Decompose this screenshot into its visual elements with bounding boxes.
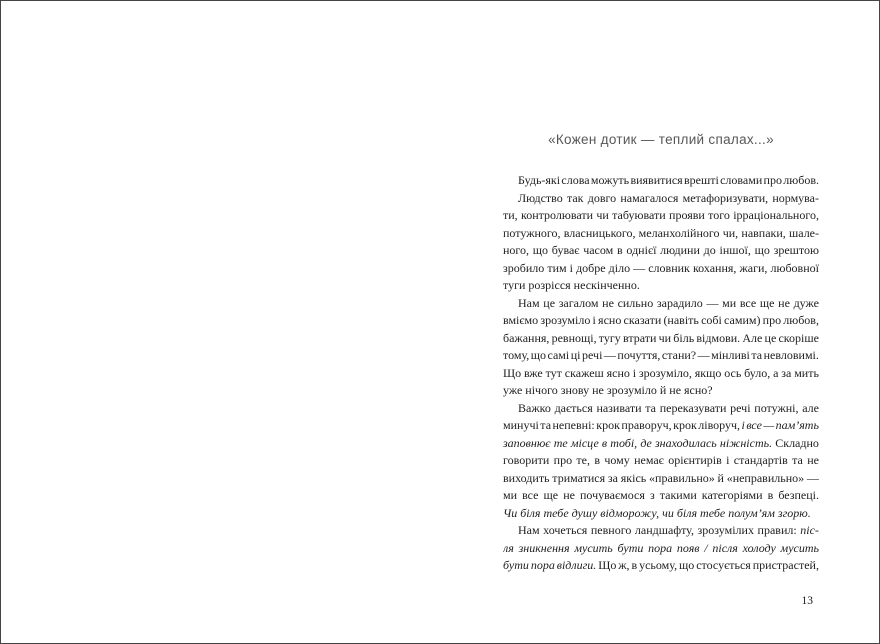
word: все bbox=[739, 295, 757, 310]
word: того bbox=[708, 208, 730, 222]
word: нормува- bbox=[772, 190, 819, 205]
text-run: уже нічого знову не зрозуміло й не ясно? bbox=[503, 383, 713, 397]
word: зрозумілих bbox=[697, 523, 754, 537]
word: тугу bbox=[598, 330, 621, 345]
word: почуття, bbox=[617, 348, 661, 362]
paragraph bbox=[503, 522, 819, 575]
text-line bbox=[503, 452, 819, 470]
word: в bbox=[767, 488, 774, 502]
word: певного bbox=[590, 523, 632, 537]
word: не bbox=[563, 488, 575, 502]
word: ясно bbox=[606, 365, 630, 380]
word: зробило bbox=[503, 260, 545, 275]
text-run: туги розрісся нескінченно. bbox=[503, 278, 640, 292]
word: іншої, bbox=[719, 243, 751, 257]
word: пам’ять bbox=[775, 418, 819, 432]
word: й bbox=[717, 470, 724, 485]
text-line bbox=[503, 557, 819, 575]
word: за bbox=[781, 365, 792, 380]
word: зрозуміло, bbox=[638, 365, 692, 380]
word: відмови. bbox=[696, 330, 741, 345]
word: довго bbox=[587, 190, 617, 205]
word: тобі, bbox=[610, 435, 638, 450]
word: контролювати bbox=[521, 208, 594, 222]
word: дається bbox=[554, 400, 593, 415]
word: відлиги. bbox=[556, 558, 597, 572]
text-line bbox=[503, 487, 819, 505]
paragraph bbox=[503, 190, 819, 295]
word: власницького, bbox=[563, 225, 636, 240]
word: але bbox=[802, 400, 819, 415]
word: Будь-які bbox=[518, 173, 561, 187]
text-line bbox=[503, 277, 819, 295]
word: — bbox=[806, 470, 819, 485]
text-block bbox=[503, 172, 819, 575]
word: і bbox=[741, 418, 745, 432]
word: скажеш bbox=[564, 365, 604, 380]
word: діло bbox=[608, 260, 631, 275]
text-line bbox=[503, 242, 819, 260]
word: не bbox=[807, 453, 819, 467]
word: загалом bbox=[558, 295, 599, 310]
word: тому, bbox=[503, 348, 530, 362]
word: любов, bbox=[783, 313, 819, 327]
word: про bbox=[763, 173, 782, 187]
word: ліворуч, bbox=[698, 418, 741, 432]
word: ж, bbox=[618, 558, 630, 572]
word: часом bbox=[583, 243, 614, 257]
word: те bbox=[553, 435, 568, 450]
word: зникнення bbox=[518, 540, 570, 555]
word: бути bbox=[617, 540, 644, 555]
word: врешті bbox=[683, 173, 719, 187]
word: шале- bbox=[789, 225, 819, 240]
word: сказати bbox=[623, 313, 662, 327]
paragraph bbox=[503, 172, 819, 190]
word: сильно bbox=[617, 295, 654, 310]
text-line bbox=[503, 190, 819, 208]
word: в bbox=[601, 435, 608, 450]
word: тим bbox=[547, 260, 567, 275]
word: стандартів bbox=[733, 453, 788, 467]
word: намагалося bbox=[620, 190, 679, 205]
text-line bbox=[503, 435, 819, 453]
word: ясно bbox=[598, 313, 622, 327]
text-line bbox=[503, 207, 819, 225]
word: що bbox=[679, 558, 695, 572]
text-line bbox=[503, 382, 819, 400]
word: виходить bbox=[503, 470, 550, 485]
word: триматися bbox=[552, 470, 606, 485]
word: мусить bbox=[574, 540, 613, 555]
word: та bbox=[751, 348, 763, 362]
word: ландшафту, bbox=[634, 523, 694, 537]
word: усьому, bbox=[639, 558, 678, 572]
word: і bbox=[726, 453, 730, 467]
text-line bbox=[503, 312, 819, 330]
word: за bbox=[607, 470, 618, 485]
word: — bbox=[633, 260, 646, 275]
word: правил: bbox=[757, 523, 797, 537]
word: Але bbox=[742, 330, 763, 345]
word: словник bbox=[648, 260, 690, 275]
word: — bbox=[706, 295, 719, 310]
word: зрозуміло bbox=[540, 313, 591, 327]
word: — bbox=[763, 418, 775, 432]
book-page bbox=[503, 1, 819, 644]
word: однієї bbox=[626, 243, 657, 257]
word: все bbox=[522, 488, 539, 502]
word: крок bbox=[596, 418, 620, 432]
word: не bbox=[778, 295, 790, 310]
word: непевні: bbox=[552, 418, 595, 432]
word: мить bbox=[794, 365, 819, 380]
word: крок bbox=[673, 418, 697, 432]
word: пора bbox=[530, 558, 555, 572]
word: речі bbox=[730, 400, 751, 415]
word: виявитися bbox=[630, 173, 683, 187]
word: ще bbox=[759, 295, 775, 310]
text-line bbox=[503, 225, 819, 243]
text-line bbox=[503, 522, 819, 540]
word: прояви bbox=[669, 208, 705, 222]
text-line bbox=[503, 260, 819, 278]
word: речі bbox=[582, 348, 603, 362]
word: бути bbox=[503, 558, 529, 572]
paragraph bbox=[503, 400, 819, 523]
word: і bbox=[632, 365, 637, 380]
word: людини bbox=[660, 243, 700, 257]
word: що bbox=[754, 243, 770, 257]
word: орієнтирів bbox=[668, 453, 722, 467]
word: заповнює bbox=[503, 435, 551, 450]
word: чи, bbox=[722, 225, 739, 240]
word: ного, bbox=[503, 243, 530, 257]
word: слова bbox=[561, 173, 590, 187]
word: ось bbox=[724, 365, 742, 380]
word: — bbox=[603, 348, 616, 362]
text-line bbox=[503, 347, 819, 365]
word: буває bbox=[551, 243, 580, 257]
word: можуть bbox=[590, 173, 630, 187]
word: категоріями bbox=[701, 488, 763, 502]
word: праворуч, bbox=[621, 418, 672, 432]
word: пора bbox=[648, 540, 673, 555]
word: тут bbox=[545, 365, 562, 380]
text-line bbox=[503, 330, 819, 348]
word: самі bbox=[547, 348, 570, 362]
word: чи bbox=[658, 330, 672, 345]
word: ще bbox=[543, 488, 559, 502]
word: ми bbox=[722, 295, 737, 310]
word: знаходилась bbox=[655, 435, 717, 450]
word: пристрастей, bbox=[752, 558, 819, 572]
word: мусить bbox=[780, 540, 819, 555]
word: немає bbox=[634, 453, 664, 467]
word: хочеться bbox=[543, 523, 588, 537]
word: ці bbox=[570, 348, 581, 362]
word: біль bbox=[673, 330, 695, 345]
word: табуювати bbox=[612, 208, 666, 222]
word: любов. bbox=[783, 173, 819, 187]
word: словами bbox=[720, 173, 763, 187]
word: собі bbox=[701, 313, 722, 327]
word: метафоризувати, bbox=[682, 190, 769, 205]
word: в bbox=[631, 558, 638, 572]
word: вміємо bbox=[503, 313, 539, 327]
word: бажання, bbox=[503, 330, 550, 345]
word: так bbox=[566, 190, 584, 205]
text-run: Чи біля тебе душу відморожу, чи біля тебе полум’ям згорю. bbox=[503, 505, 811, 520]
word: невловимі. bbox=[763, 348, 819, 362]
word: переказувати bbox=[659, 400, 727, 415]
word: такими bbox=[659, 488, 697, 502]
word: меланхолійного bbox=[638, 225, 720, 240]
word: чому bbox=[604, 453, 630, 467]
word: та bbox=[645, 400, 656, 415]
text-line bbox=[503, 505, 819, 523]
word: і bbox=[569, 260, 573, 275]
word: скоріше bbox=[778, 330, 819, 345]
chapter-title: «Кожен дотик — теплий спалах...» bbox=[548, 132, 774, 147]
word: це bbox=[764, 330, 777, 345]
word: а bbox=[773, 365, 779, 380]
word: жаги, bbox=[739, 260, 768, 275]
word: піс- bbox=[800, 523, 819, 537]
word: потужного, bbox=[503, 225, 561, 240]
word: що bbox=[530, 348, 546, 362]
word: якісь bbox=[620, 470, 647, 485]
word: про bbox=[553, 453, 573, 467]
word: якщо bbox=[694, 365, 722, 380]
text-line bbox=[503, 417, 819, 435]
word: називати bbox=[596, 400, 642, 415]
word: ревнощі, bbox=[551, 330, 597, 345]
word: не bbox=[602, 295, 614, 310]
word: ти, bbox=[503, 208, 518, 222]
word: ля bbox=[503, 540, 514, 555]
word: та bbox=[792, 453, 803, 467]
text-line bbox=[503, 470, 819, 488]
word: чи bbox=[596, 208, 609, 222]
word: (навіть bbox=[663, 313, 699, 327]
word: Що bbox=[503, 365, 522, 380]
word: Нам bbox=[518, 295, 540, 310]
word: безпеці. bbox=[778, 488, 819, 502]
word: ми bbox=[503, 488, 518, 502]
word: де bbox=[640, 435, 652, 450]
word: це bbox=[543, 295, 556, 310]
word: самим) bbox=[724, 313, 761, 327]
word: мінливі bbox=[711, 348, 750, 362]
word: / bbox=[704, 540, 708, 555]
word: «правильно» bbox=[649, 470, 715, 485]
word: стосується bbox=[696, 558, 751, 572]
word: «неправильно» bbox=[726, 470, 805, 485]
word: з bbox=[649, 488, 655, 502]
word: любовної bbox=[770, 260, 819, 275]
word: після bbox=[712, 540, 738, 555]
word: що bbox=[532, 243, 549, 257]
word: в bbox=[617, 243, 623, 257]
word: до bbox=[703, 243, 716, 257]
word: Нам bbox=[518, 523, 540, 537]
word: про bbox=[762, 313, 782, 327]
word: Що bbox=[598, 558, 617, 572]
word: навпаки, bbox=[741, 225, 786, 240]
word: було, bbox=[744, 365, 771, 380]
word: Важко bbox=[518, 400, 551, 415]
word: дуже bbox=[793, 295, 819, 310]
text-line bbox=[503, 365, 819, 383]
word: кохання, bbox=[692, 260, 737, 275]
word: Людство bbox=[518, 190, 563, 205]
word: і bbox=[592, 313, 596, 327]
word: добре bbox=[576, 260, 606, 275]
paragraph bbox=[503, 295, 819, 400]
text-line bbox=[503, 172, 819, 190]
word: — bbox=[697, 348, 710, 362]
word: зарадило bbox=[656, 295, 703, 310]
text-line bbox=[503, 540, 819, 558]
word: минучі bbox=[503, 418, 539, 432]
page-number: 13 bbox=[801, 595, 813, 607]
word: ірраціонального, bbox=[733, 208, 819, 222]
word: ніжність. bbox=[719, 435, 773, 450]
word: говорити bbox=[503, 453, 550, 467]
word: та bbox=[540, 418, 552, 432]
word: Складно bbox=[775, 435, 819, 450]
word: почуваємося bbox=[580, 488, 645, 502]
word: появ bbox=[676, 540, 700, 555]
word: те, bbox=[576, 453, 590, 467]
text-line bbox=[503, 400, 819, 418]
word: місце bbox=[570, 435, 599, 450]
text-line bbox=[503, 295, 819, 313]
word: все bbox=[746, 418, 762, 432]
word: вже bbox=[523, 365, 543, 380]
word: потужні, bbox=[754, 400, 799, 415]
word: холоду bbox=[742, 540, 776, 555]
word: стани? bbox=[661, 348, 697, 362]
word: зрештою bbox=[773, 243, 819, 257]
word: втрати bbox=[623, 330, 657, 345]
word: в bbox=[594, 453, 600, 467]
